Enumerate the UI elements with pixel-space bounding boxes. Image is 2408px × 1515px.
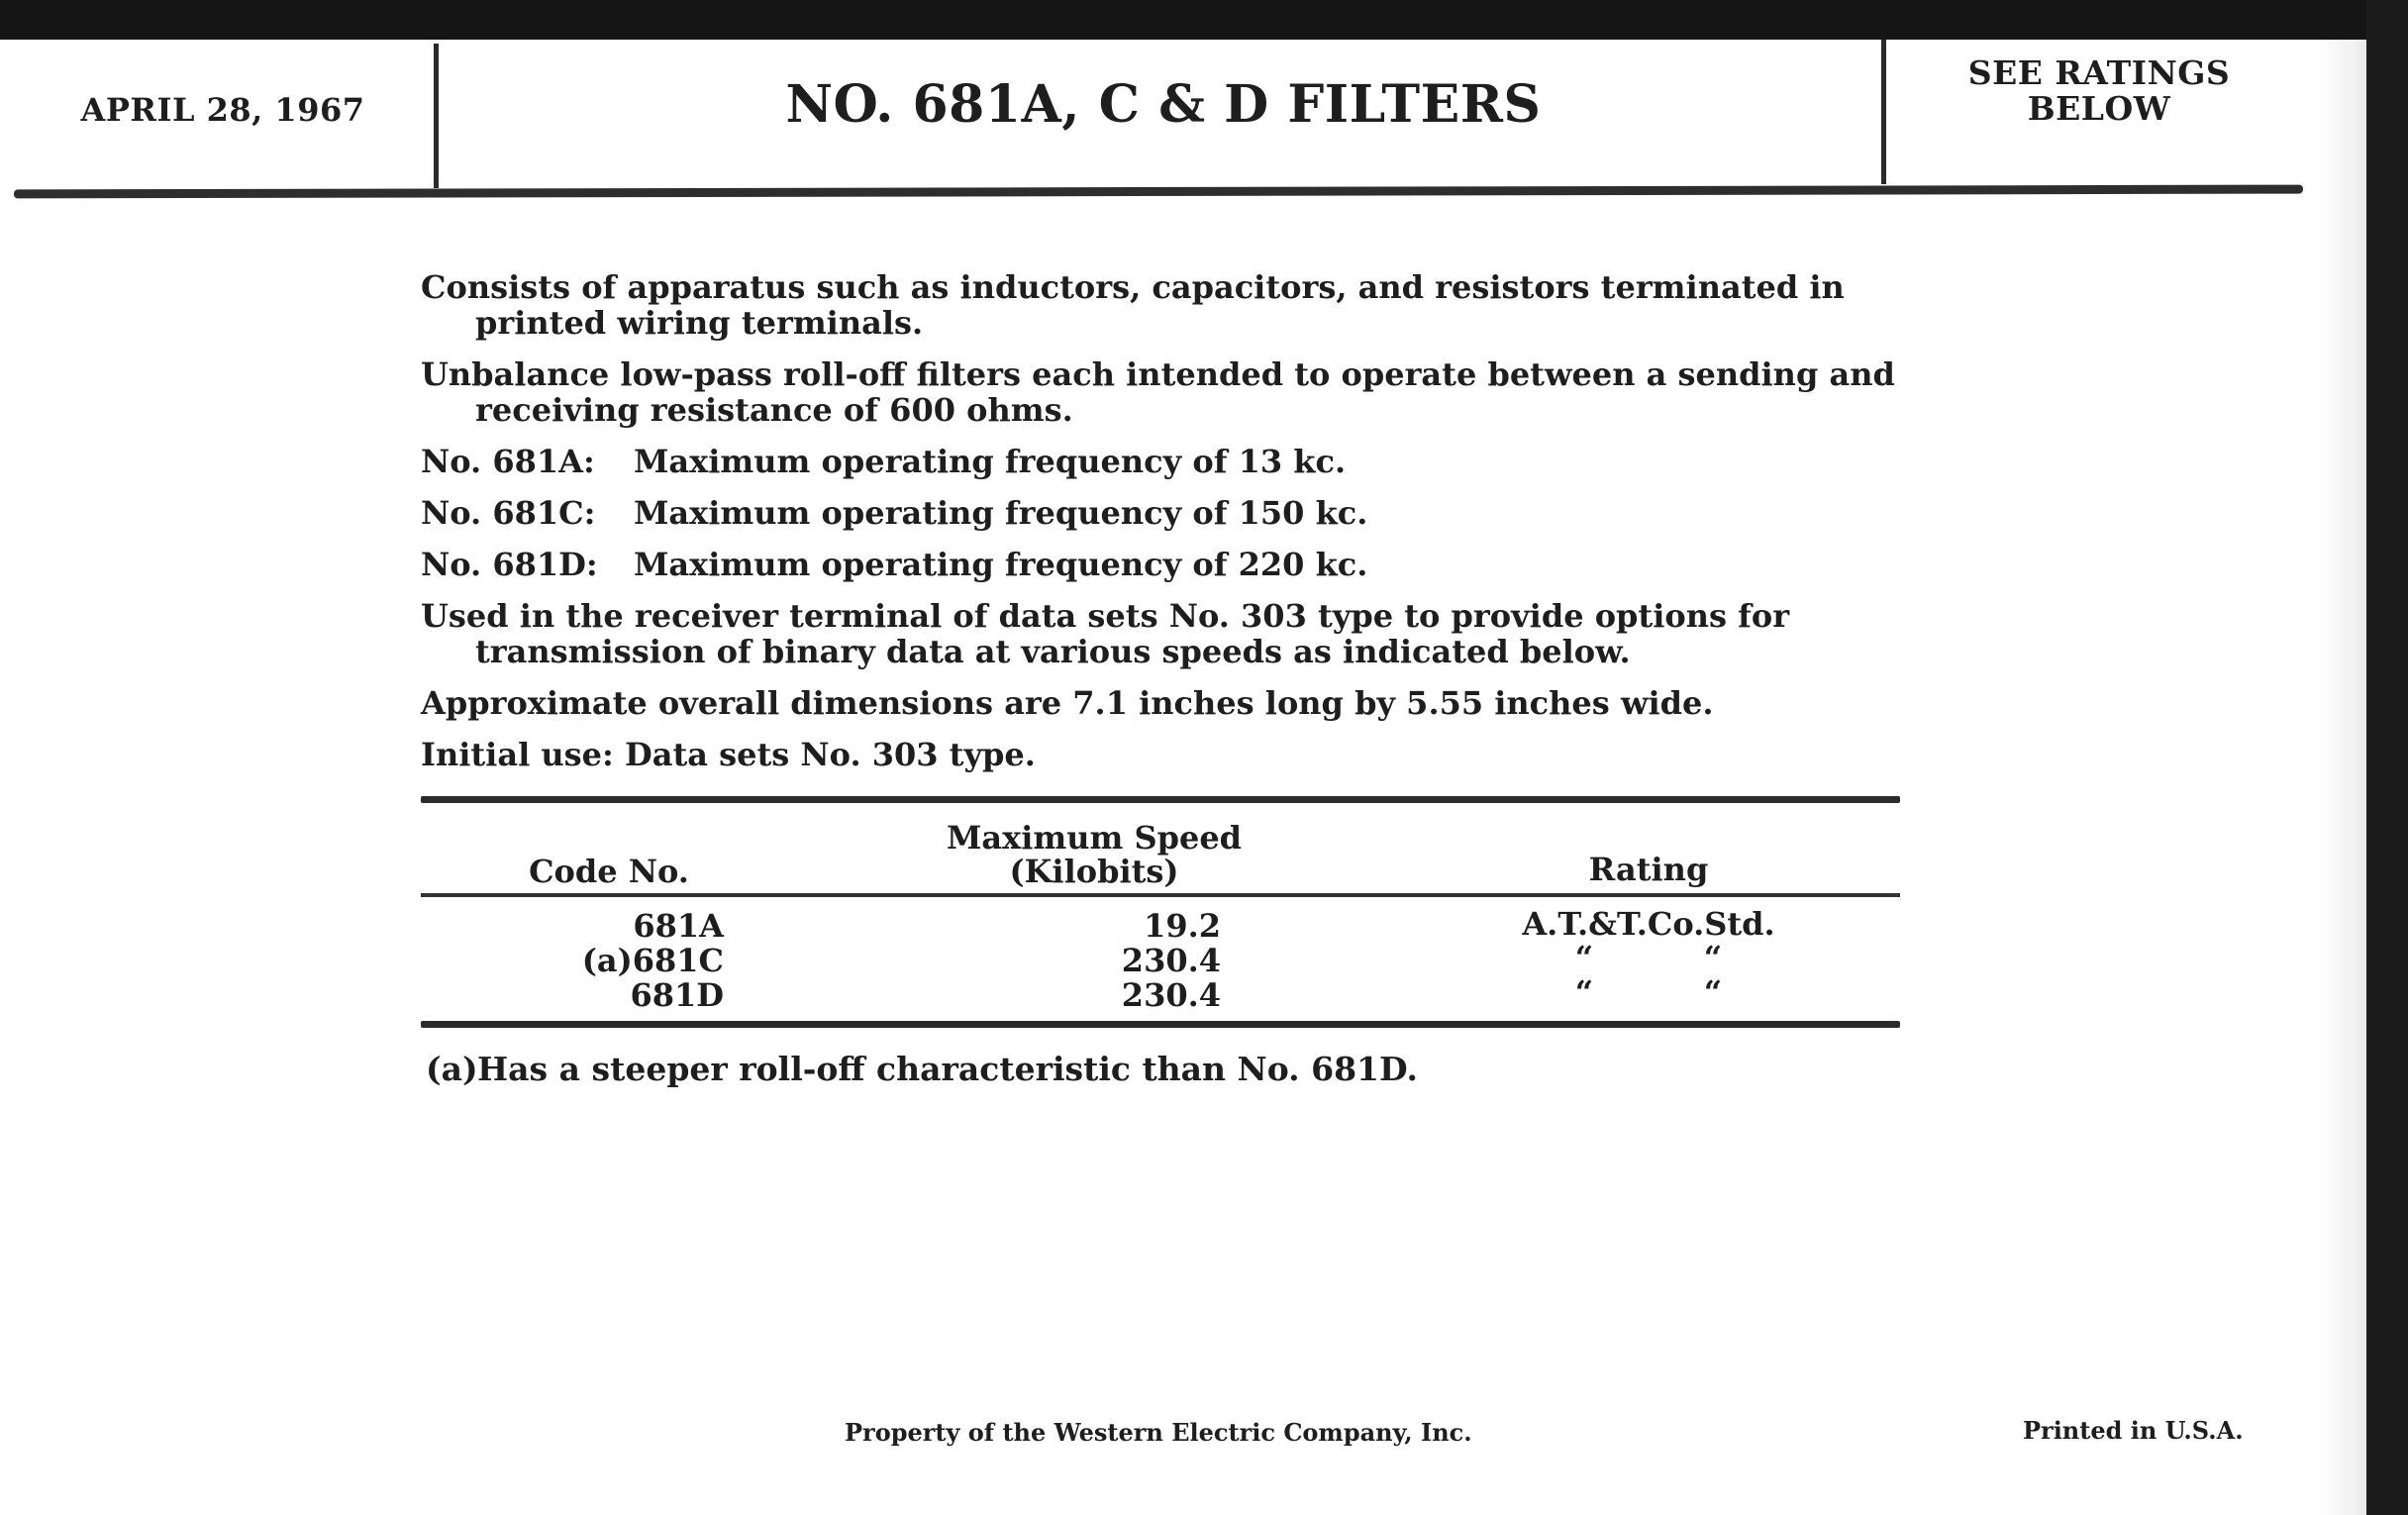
rating-column [1460,907,1837,1011]
scan-border-right [2366,0,2408,1515]
column-header-speed-line-1: Maximum Speed [946,819,1243,857]
table-cell-speed: 230.4 [1121,942,1221,979]
spec-label: No. 681D: [421,546,598,583]
column-header-speed-line-2: (Kilobits) [1009,853,1179,890]
paragraph-function: Unbalance low-pass roll-off filters each intended to operate between a sending and receiving resistance of 600 ohms. [421,355,1895,429]
table-cell-rating: A.T.&T.Co.Std. [1522,905,1775,943]
footer-printed-notice: Printed in U.S.A. [2023,1416,2244,1445]
footer-property-notice: Property of the Western Electric Company, Inc. [845,1418,1472,1447]
table-body [421,897,1900,1021]
table-cell-code: 681D [630,976,724,1014]
table-bottom-rule [421,1021,1900,1028]
initial-use-label: Initial use: [421,736,614,773]
ditto-mark: “ [1703,939,1723,976]
paragraph-usage: Used in the receiver terminal of data sets No. 303 type to provide options for transmission of binary data at various speeds as indicated below. [421,597,1790,670]
ratings-note [1891,55,2307,127]
spec-label: No. 681C: [421,494,596,532]
table-cell-speed: 230.4 [1121,976,1221,1014]
column-header-code: Code No. [529,853,689,890]
header-divider-left [434,44,439,188]
table-header [421,803,1900,893]
ditto-mark: “ [1703,973,1723,1011]
initial-use [421,737,1906,772]
ditto-mark: “ [1574,973,1594,1011]
footnote-text: Has a steeper roll-off characteristic than No. 681D. [477,1050,1418,1088]
spec-text: Maximum operating frequency of 220 kc. [634,546,1368,583]
ratings-table [421,796,1900,1028]
paragraph-construction: Consists of apparatus such as inductors, capacitors, and resistors terminated in printed wiring terminals. [421,268,1845,342]
spec-681a [421,444,1906,479]
header-divider-right [1881,40,1886,184]
table-cell-code: (a)681C [581,942,724,979]
table-cell-rating-ditto [1460,939,1837,976]
page-edge-shade [2317,40,2368,1515]
initial-use-text: Data sets No. 303 type. [624,736,1036,773]
ditto-mark: “ [1574,939,1594,976]
code-column [460,909,724,1013]
scan-border-top [0,0,2408,42]
description-body [421,269,1906,788]
table-footnote [426,1050,1418,1088]
paragraph-dimensions: Approximate overall dimensions are 7.1 inches long by 5.55 inches wide. [421,684,1714,722]
ratings-note-line-1: SEE RATINGS [1967,53,2231,92]
spec-681c [421,495,1906,531]
table-cell-code: 681A [633,907,724,945]
footnote-marker: (a) [426,1050,478,1088]
spec-text: Maximum operating frequency of 150 kc. [634,494,1368,532]
column-header-rating: Rating [1588,851,1709,888]
spec-text: Maximum operating frequency of 13 kc. [634,443,1347,480]
table-cell-rating-ditto [1460,973,1837,1011]
speed-column [916,909,1221,1013]
spec-681d [421,547,1906,582]
ratings-note-line-2: BELOW [2027,89,2171,128]
table-top-rule [421,796,1900,803]
spec-label: No. 681A: [421,443,595,480]
document-title: NO. 681A, C & D FILTERS [785,74,1542,135]
document-date: APRIL 28, 1967 [80,91,365,129]
column-header-speed [916,821,1272,888]
table-cell-speed: 19.2 [1144,907,1221,945]
